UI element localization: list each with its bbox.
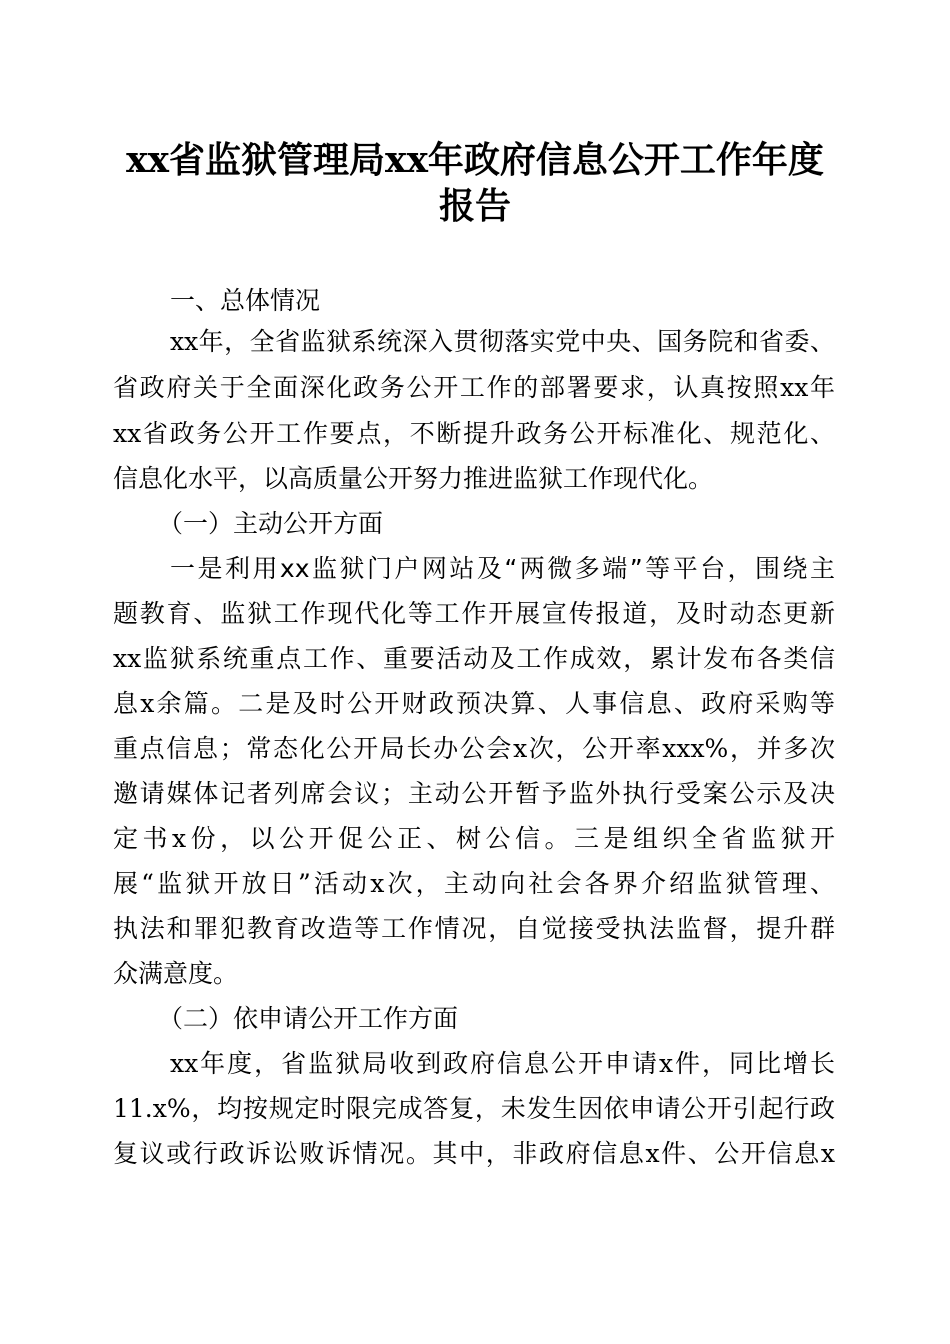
paragraph-line: 展“监狱开放日”活动x次，主动向社会各界介绍监狱管理、: [113, 869, 835, 898]
paragraph-line: 11.x%，均按规定时限完成答复，未发生因依申请公开引起行政: [113, 1094, 835, 1123]
paragraph-line: 邀请媒体记者列席会议；主动公开暂予监外执行受案公示及决: [113, 779, 835, 808]
paragraph-line: 众满意度。: [113, 959, 239, 988]
paragraph-line: 一是利用xx监狱门户网站及“两微多端”等平台，围绕主: [170, 554, 835, 583]
paragraph-line: 重点信息；常态化公开局长办公会x次，公开率xxx%，并多次: [113, 734, 835, 763]
paragraph-line: 执法和罪犯教育改造等工作情况，自觉接受执法监督，提升群: [113, 914, 835, 943]
paragraph-line: xx年度，省监狱局收到政府信息公开申请x件，同比增长: [170, 1049, 835, 1078]
paragraph-line: 定书x份，以公开促公正、树公信。三是组织全省监狱开: [113, 824, 835, 853]
paragraph-line: 复议或行政诉讼败诉情况。其中，非政府信息x件、公开信息x: [113, 1139, 835, 1168]
paragraph-line: 省政府关于全面深化政务公开工作的部署要求，认真按照xx年: [113, 373, 835, 402]
paragraph-line: 题教育、监狱工作现代化等工作开展宣传报道，及时动态更新: [113, 599, 835, 628]
document-title-line-2: 报告: [438, 185, 511, 227]
paragraph-line: xx省政务公开工作要点，不断提升政务公开标准化、规范化、: [113, 419, 835, 448]
paragraph-line: xx监狱系统重点工作、重要活动及工作成效，累计发布各类信: [113, 644, 835, 673]
subsection-heading-request-disclosure: （二）依申请公开工作方面: [158, 1004, 459, 1033]
paragraph-line: 息x余篇。二是及时公开财政预决算、人事信息、政府采购等: [113, 689, 835, 718]
paragraph-line: 信息化水平，以高质量公开努力推进监狱工作现代化。: [113, 464, 714, 493]
subsection-heading-proactive-disclosure: （一）主动公开方面: [158, 509, 384, 538]
paragraph-line: xx年，全省监狱系统深入贯彻落实党中央、国务院和省委、: [170, 327, 835, 356]
document-title-line-1: xx省监狱管理局xx年政府信息公开工作年度: [126, 139, 824, 181]
section-heading-overview: 一、总体情况: [170, 286, 321, 315]
